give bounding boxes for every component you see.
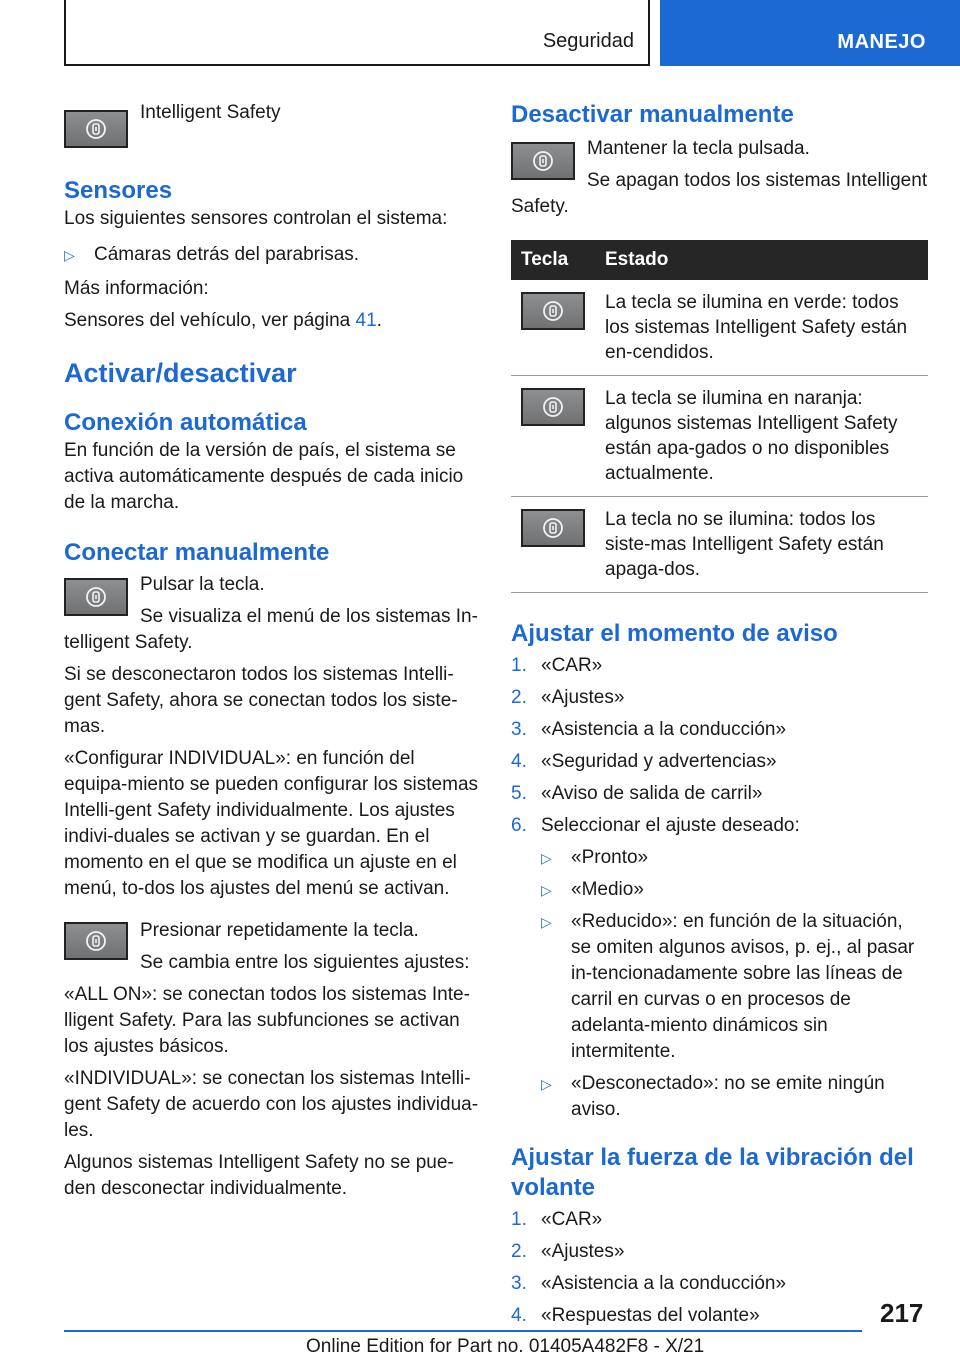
intelligent-safety-button-icon bbox=[511, 142, 575, 180]
conectar-line2b: telligent Safety. bbox=[64, 632, 193, 653]
sensores-text: Los siguientes sensores controlan el sistema: bbox=[64, 208, 448, 229]
conectar-line1: Pulsar la tecla. bbox=[140, 574, 265, 595]
intelligent-safety-button-icon bbox=[64, 110, 128, 148]
list-item: ▷ «Desconectado»: no se emite ningún aviso. bbox=[541, 1073, 885, 1120]
desactivar-heading: Desactivar manualmente bbox=[511, 101, 794, 128]
list-item: 6. Seleccionar el ajuste deseado: bbox=[511, 815, 800, 836]
list-item: ▷ «Pronto» bbox=[511, 845, 928, 871]
table-cell-estado: La tecla se ilumina en verde: todos los sistemas Intelligent Safety están en-cendidos. bbox=[595, 280, 928, 376]
presionar-row bbox=[64, 918, 480, 976]
desactivar-row bbox=[511, 136, 928, 194]
header-tab-label: MANEJO bbox=[837, 31, 926, 53]
table-cell-estado: La tecla no se ilumina: todos los siste-mas Intelligent Safety están apaga-dos. bbox=[595, 497, 928, 593]
list-item: 1. «CAR» bbox=[511, 1209, 603, 1230]
triangle-bullet-icon: ▷ bbox=[541, 882, 552, 898]
desactivar-line2b: Safety. bbox=[511, 196, 569, 217]
table-row bbox=[511, 280, 928, 376]
intelligent-safety-button-orange-icon bbox=[521, 388, 585, 426]
header-tab-manejo[interactable] bbox=[660, 0, 960, 66]
list-item: 1. «CAR» bbox=[511, 655, 603, 676]
aviso-heading: Ajustar el momento de aviso bbox=[511, 620, 838, 647]
algunos-text: Algunos sistemas Intelligent Safety no se pue-den desconectar individualmente. bbox=[64, 1152, 454, 1199]
status-table bbox=[511, 240, 928, 593]
footer-edition: Online Edition for Part no. 01405A482F8 - X/21 bbox=[306, 1336, 705, 1357]
list-item: 3. «Asistencia a la conducción» bbox=[511, 1273, 787, 1294]
conectar-heading: Conectar manualmente bbox=[64, 539, 330, 566]
header-section-title: Seguridad bbox=[542, 30, 634, 52]
individual-text: «INDIVIDUAL»: se conectan los sistemas Intelli-gent Safety de acuerdo con los ajustes individua-les. bbox=[64, 1068, 479, 1141]
list-item: 4. «Respuestas del volante» bbox=[511, 1305, 760, 1326]
desconectaron-text: Si se desconectaron todos los sistemas Intelli-gent Safety, ahora se conectan todos los siste-mas. bbox=[64, 664, 458, 737]
header-section-box bbox=[64, 0, 650, 66]
footer-divider bbox=[64, 1330, 862, 1332]
list-item: 4. «Seguridad y advertencias» bbox=[511, 751, 777, 772]
more-info-reference: Sensores del vehículo, ver página 41. bbox=[64, 310, 382, 331]
intelligent-safety-button-icon bbox=[64, 578, 128, 616]
page-number: 217 bbox=[880, 1298, 924, 1328]
allon-text: «ALL ON»: se conectan todos los sistemas Inte-lligent Safety. Para las subfunciones se activan los ajustes básicos. bbox=[64, 984, 470, 1057]
table-header-estado: Estado bbox=[595, 240, 928, 280]
triangle-bullet-icon: ▷ bbox=[64, 247, 75, 263]
aviso-steps-list bbox=[511, 653, 928, 1123]
sensores-heading: Sensores bbox=[64, 177, 173, 204]
list-item: ▷ «Reducido»: en función de la situación, se omiten algunos avisos, p. ej., al pasar in-tencionadamente sobre las líneas de carril en curvas o en procesos de adelanta-miento dinámicos sin intermitente. bbox=[541, 911, 915, 1062]
desactivar-line2: Se apagan todos los sistemas Intelligent bbox=[587, 170, 928, 191]
table-row bbox=[511, 497, 928, 593]
triangle-bullet-icon: ▷ bbox=[541, 914, 552, 930]
vibracion-heading: Ajustar la fuerza de la vibración del volante bbox=[511, 1144, 914, 1201]
table-row bbox=[511, 376, 928, 497]
table-cell-estado: La tecla se ilumina en naranja: algunos sistemas Intelligent Safety están apa-gados o no disponibles actualmente. bbox=[595, 376, 928, 497]
intelligent-safety-button-off-icon bbox=[521, 509, 585, 547]
page-link[interactable]: 41 bbox=[355, 310, 377, 331]
presionar-line2: Se cambia entre los siguientes ajustes: bbox=[140, 952, 470, 973]
list-item: ▷ «Medio» bbox=[511, 877, 928, 903]
presionar-line1: Presionar repetidamente la tecla. bbox=[140, 920, 419, 941]
conectar-row bbox=[64, 572, 480, 630]
table-header-tecla: Tecla bbox=[511, 240, 595, 280]
right-column bbox=[511, 100, 928, 1335]
more-info-label: Más información: bbox=[64, 278, 209, 299]
intro-row bbox=[64, 100, 480, 152]
list-item: 3. «Asistencia a la conducción» bbox=[511, 719, 787, 740]
configurar-text: «Configurar INDIVIDUAL»: en función del equipa-miento se pueden configurar los sistemas Intelli-gent Safety individualmente. Los ajustes indivi-duales se activan y se guardan. En el momento en el que se modifica un ajuste en el menú, to-dos los ajustes del menú se activan. bbox=[64, 748, 479, 899]
conexion-text: En función de la versión de país, el sistema se activa automáticamente después de cada inicio de la marcha. bbox=[64, 440, 464, 513]
desactivar-line1: Mantener la tecla pulsada. bbox=[587, 138, 810, 159]
list-item: ▷ Cámaras detrás del parabrisas. bbox=[64, 242, 480, 268]
intelligent-safety-button-icon bbox=[64, 922, 128, 960]
list-item: 2. «Ajustes» bbox=[511, 687, 625, 708]
vibracion-steps-list bbox=[511, 1207, 928, 1329]
triangle-bullet-icon: ▷ bbox=[541, 1076, 552, 1092]
list-item: 2. «Ajustes» bbox=[511, 1241, 625, 1262]
conexion-heading: Conexión automática bbox=[64, 409, 307, 436]
intro-label: Intelligent Safety bbox=[140, 102, 281, 123]
list-item: 5. «Aviso de salida de carril» bbox=[511, 783, 763, 804]
conectar-line2: Se visualiza el menú de los sistemas In- bbox=[140, 606, 478, 627]
triangle-bullet-icon: ▷ bbox=[541, 850, 552, 866]
left-column bbox=[64, 100, 480, 1208]
intelligent-safety-button-green-icon bbox=[521, 292, 585, 330]
activar-heading: Activar/desactivar bbox=[64, 358, 297, 388]
